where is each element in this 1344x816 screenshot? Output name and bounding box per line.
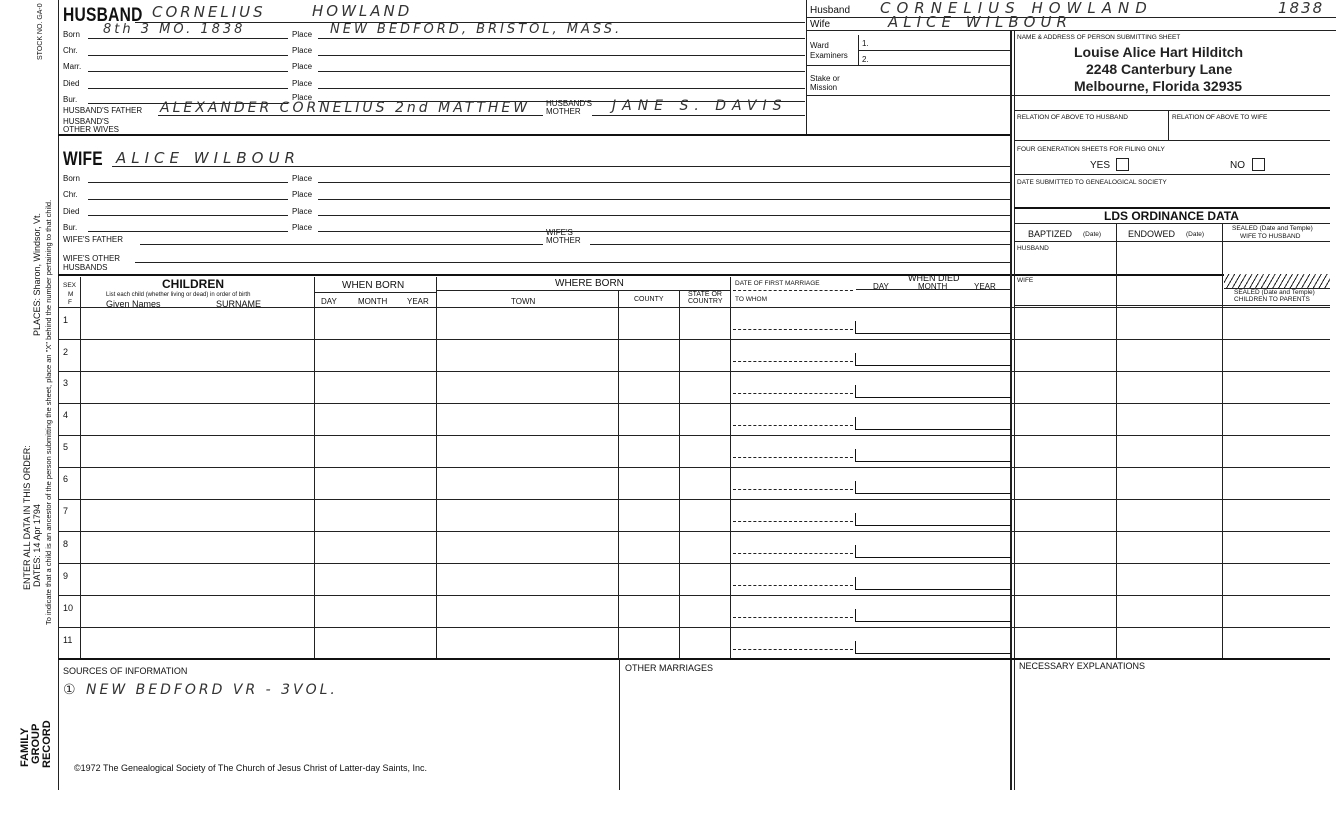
top-wife-value: ALICE WILBOUR (888, 13, 1072, 31)
wife-chr-line (88, 199, 288, 200)
child-row-line (58, 467, 1330, 468)
child-row-number: 6 (63, 474, 69, 484)
top-husband-value: CORNELIUS HOWLAND (880, 0, 1153, 17)
husband-born-line (88, 38, 288, 39)
lds-wife-bottom-line (1014, 305, 1330, 306)
marriage-dash-line (733, 585, 853, 586)
husband-chr-label: Chr. (63, 46, 78, 55)
husband-other-wives-label-2: OTHER WIVES (63, 125, 120, 134)
top-wife-line (806, 30, 1336, 31)
husband-born-value: 8th 3 MO. 1838 (103, 22, 246, 37)
husband-given-name: CORNELIUS (152, 3, 266, 21)
first-marriage-label: DATE OF FIRST MARRIAGE (735, 280, 820, 287)
husband-mother-value: JANE S. DAVIS (612, 98, 788, 114)
child-row-line (58, 403, 1330, 404)
children-heading: CHILDREN (162, 277, 224, 291)
died-month-label: MONTH (918, 282, 948, 291)
first-marriage-dash (733, 290, 853, 291)
husband-died-line (88, 88, 288, 89)
marriage-dash-line (733, 649, 853, 650)
enter-order-instruction: ENTER ALL DATA IN THIS ORDER: (22, 445, 32, 590)
wife-mother-line (590, 244, 1010, 245)
col-sex (80, 277, 81, 659)
husband-born-label: Born (63, 30, 80, 39)
husband-section-bottom (58, 134, 1010, 136)
child-row-line (58, 627, 1330, 628)
lds-title-line (1014, 223, 1330, 224)
stake-label-2: Mission (810, 83, 838, 92)
died-day-label: DAY (873, 282, 889, 291)
examiners-label: Examiners (810, 51, 848, 60)
no-label: NO (1230, 160, 1245, 171)
husband-mother-label-2: MOTHER (546, 107, 581, 116)
husband-surname: HOWLAND (312, 2, 413, 20)
husband-born-place-line (318, 38, 805, 39)
children-header-bottom (58, 307, 1330, 308)
children-given-names: Given Names (106, 299, 161, 309)
husband-bur-label: Bur. (63, 95, 78, 104)
relation-divider (1168, 110, 1169, 140)
husband-chr-place-label: Place (292, 46, 313, 55)
child-row-line (58, 435, 1330, 436)
no-checkbox[interactable] (1252, 158, 1265, 171)
wife-other-husbands-label-2: HUSBANDS (63, 263, 108, 272)
lds-col-1 (1116, 223, 1117, 658)
death-date-bracket (855, 577, 1011, 590)
marriage-dash-line (733, 393, 853, 394)
form-title-group: GROUP (30, 723, 42, 764)
wife-section-bottom (58, 274, 1330, 276)
lds-title: LDS ORDINANCE DATA (1104, 209, 1239, 223)
child-row-number: 1 (63, 315, 69, 325)
relation-bottom-line (1014, 140, 1330, 141)
top-wife-label: Wife (810, 19, 830, 30)
relation-wife-label: RELATION OF ABOVE TO WIFE (1172, 114, 1268, 121)
children-sex-f: F (68, 299, 72, 306)
top-husband-label: Husband (810, 5, 851, 16)
where-born-label: WHERE BORN (555, 278, 624, 289)
child-row-line (58, 531, 1330, 532)
husband-born-place: NEW BEDFORD, BRISTOL, MASS. (330, 22, 623, 37)
state-label-2: COUNTRY (688, 298, 723, 305)
death-date-bracket (855, 641, 1011, 654)
sealed-hatch (1224, 274, 1330, 289)
submitter-name: Louise Alice Hart Hilditch (1074, 44, 1244, 60)
submitter-city: Melbourne, Florida 32935 (1074, 78, 1243, 94)
wife-died-line (88, 215, 288, 216)
husband-marr-place-line (318, 71, 805, 72)
wife-other-husbands-line (135, 262, 1010, 263)
children-sex-label: SEX (63, 282, 77, 289)
dates-instruction: DATES: 14 Apr 1794 (32, 504, 42, 587)
death-date-bracket (855, 513, 1011, 526)
explanations-label: NECESSARY EXPLANATIONS (1019, 661, 1146, 671)
husband-marr-label: Marr. (63, 62, 82, 71)
county-label: COUNTY (634, 296, 664, 303)
wife-name: ALICE WILBOUR (116, 149, 300, 167)
sealed-wife-label-1: SEALED (Date and Temple) (1232, 225, 1313, 232)
child-row-line (58, 563, 1330, 564)
husband-chr-line (88, 55, 288, 56)
wife-born-line (88, 182, 288, 183)
ward-label: Ward (810, 41, 829, 50)
born-year-label: YEAR (407, 297, 429, 306)
husband-mother-line (592, 115, 805, 116)
form-title-family: FAMILY (19, 727, 31, 767)
husband-other-wives-label-1: HUSBAND'S (63, 117, 109, 126)
col-where-end (730, 277, 731, 659)
top-year-value: 1838 (1278, 0, 1325, 17)
child-row-number: 8 (63, 539, 69, 549)
husband-heading: HUSBAND (63, 5, 143, 26)
wife-chr-label: Chr. (63, 190, 78, 199)
date-submitted-label: DATE SUBMITTED TO GENEALOGICAL SOCIETY (1017, 179, 1167, 186)
lds-wife-row: WIFE (1017, 277, 1034, 284)
marriage-dash-line (733, 457, 853, 458)
when-born-label: WHEN BORN (342, 280, 405, 291)
where-born-line (436, 290, 730, 291)
husband-born-place-label: Place (292, 30, 313, 39)
wife-father-label: WIFE'S FATHER (63, 235, 124, 244)
examiner-1: 1. (862, 39, 869, 48)
when-died-line (856, 289, 1010, 290)
death-date-bracket (855, 609, 1011, 622)
marriage-dash-line (733, 489, 853, 490)
wife-died-place-label: Place (292, 207, 313, 216)
wife-mother-label-2: MOTHER (546, 236, 581, 245)
death-date-bracket (855, 353, 1011, 366)
wife-chr-place-label: Place (292, 190, 313, 199)
sealed-children-label-2: CHILDREN TO PARENTS (1234, 296, 1310, 303)
col-name-end (314, 277, 315, 659)
husband-died-place-label: Place (292, 79, 313, 88)
wife-chr-place-line (318, 199, 1010, 200)
husband-died-place-line (318, 88, 805, 89)
death-date-bracket (855, 481, 1011, 494)
child-row-number: 3 (63, 378, 69, 388)
copyright: ©1972 The Genealogical Society of The Church of Jesus Christ of Latter-day Saints, Inc. (74, 763, 427, 773)
right-panel-divider-2 (1014, 30, 1015, 790)
child-row-number: 5 (63, 442, 69, 452)
marriage-dash-line (733, 329, 853, 330)
husband-died-label: Died (63, 79, 80, 88)
wife-bur-label: Bur. (63, 223, 78, 232)
col-county-end (679, 290, 680, 659)
marriage-dash-line (733, 361, 853, 362)
children-surname: SURNAME (216, 299, 262, 309)
when-born-line (314, 292, 436, 293)
yes-checkbox[interactable] (1116, 158, 1129, 171)
wife-bur-place-label: Place (292, 223, 313, 232)
sealed-children-label-1: SEALED (Date and Temple) (1234, 289, 1315, 296)
child-row-number: 11 (63, 635, 73, 645)
born-month-label: MONTH (358, 297, 388, 306)
husband-marr-line (88, 71, 288, 72)
baptized-date-hint: (Date) (1083, 231, 1102, 238)
death-date-bracket (855, 545, 1011, 558)
relation-husband-label: RELATION OF ABOVE TO HUSBAND (1017, 114, 1128, 121)
born-day-label: DAY (321, 297, 337, 306)
submitter-bottom-line (1014, 110, 1330, 111)
child-row-number: 2 (63, 347, 69, 357)
lds-header-line (1014, 241, 1330, 242)
col-town-end (618, 290, 619, 659)
stake-bottom-line (806, 95, 1330, 96)
baptized-label: BAPTIZED (1028, 229, 1073, 239)
submitter-label: NAME & ADDRESS OF PERSON SUBMITTING SHEET (1017, 34, 1181, 41)
wife-born-place-label: Place (292, 174, 313, 183)
husband-bur-place-label: Place (292, 93, 313, 102)
examiner-2: 2. (862, 55, 869, 64)
husband-marr-place-label: Place (292, 62, 313, 71)
submitter-street: 2248 Canterbury Lane (1086, 61, 1233, 77)
stake-label-1: Stake or (810, 74, 840, 83)
wife-name-line (112, 166, 1010, 167)
death-date-bracket (855, 417, 1011, 430)
child-row-number: 7 (63, 506, 69, 516)
husband-chr-place-line (318, 55, 805, 56)
col-born-end (436, 277, 437, 659)
wife-father-line (140, 244, 543, 245)
when-died-label: WHEN DIED (908, 273, 960, 283)
wife-mother-label-1: WIFE'S (546, 228, 573, 237)
wife-died-place-line (318, 215, 1010, 216)
sources-value: ① NEW BEDFORD VR - 3VOL. (63, 682, 338, 698)
wife-born-place-line (318, 182, 1010, 183)
state-label-1: STATE OR (688, 291, 722, 298)
examiner-mid-line (858, 50, 1010, 51)
child-row-line (58, 371, 1330, 372)
wife-bur-place-line (318, 231, 1010, 232)
other-marriages-label: OTHER MARRIAGES (625, 663, 714, 673)
wife-heading: WIFE (63, 149, 103, 170)
marriage-dash-line (733, 521, 853, 522)
sources-label: SOURCES OF INFORMATION (63, 666, 188, 676)
sealed-wife-label-2: WIFE TO HUSBAND (1240, 233, 1301, 240)
child-row-line (58, 499, 1330, 500)
child-row-line (58, 595, 1330, 596)
children-sex-m: M (68, 291, 74, 298)
child-row-number: 4 (63, 410, 69, 420)
stock-number: STOCK NO. GA-0 (37, 3, 44, 60)
wife-bur-line (88, 231, 288, 232)
four-gen-label: FOUR GENERATION SHEETS FOR FILING ONLY (1017, 146, 1165, 153)
husband-father-line (158, 115, 543, 116)
husband-mother-label-1: HUSBAND'S (546, 99, 592, 108)
death-date-bracket (855, 449, 1011, 462)
form-title-record: RECORD (41, 720, 53, 768)
examiners-bottom-line (806, 65, 1010, 66)
children-hint: List each child (whether living or dead) in order of birth (106, 292, 251, 298)
yes-label: YES (1090, 160, 1111, 171)
ancestor-instruction: To indicate that a child is an ancestor of the person submitting the sheet, place an "X" behind the number pertaining to that child. (44, 199, 53, 625)
wife-born-label: Born (63, 174, 80, 183)
wife-died-label: Died (63, 207, 80, 216)
death-date-bracket (855, 385, 1011, 398)
to-whom-label: TO WHOM (735, 296, 768, 303)
right-panel-divider (1010, 30, 1012, 790)
died-year-label: YEAR (974, 282, 996, 291)
child-row-line (58, 339, 1330, 340)
death-date-bracket (855, 321, 1011, 334)
child-row-number: 9 (63, 571, 69, 581)
endowed-date-hint: (Date) (1186, 231, 1205, 238)
marriage-dash-line (733, 553, 853, 554)
top-right-divider (806, 0, 807, 134)
wife-other-husbands-label-1: WIFE'S OTHER (63, 254, 121, 263)
child-row-number: 10 (63, 603, 74, 613)
footer-divider (619, 658, 620, 790)
left-margin-line (58, 0, 59, 790)
husband-father-label: HUSBAND'S FATHER (63, 106, 143, 115)
places-instruction: PLACES: Sharon, Windsor, Vt. (32, 212, 42, 336)
lds-col-2 (1222, 223, 1223, 658)
marriage-dash-line (733, 425, 853, 426)
lds-husband-row: HUSBAND (1017, 245, 1049, 252)
endowed-label: ENDOWED (1128, 229, 1175, 239)
husband-father-value: ALEXANDER CORNELIUS 2nd MATTHEW (160, 100, 531, 116)
marriage-dash-line (733, 617, 853, 618)
four-gen-bottom-line (1014, 174, 1330, 175)
town-label: TOWN (511, 297, 536, 306)
children-table-bottom (58, 658, 1330, 660)
